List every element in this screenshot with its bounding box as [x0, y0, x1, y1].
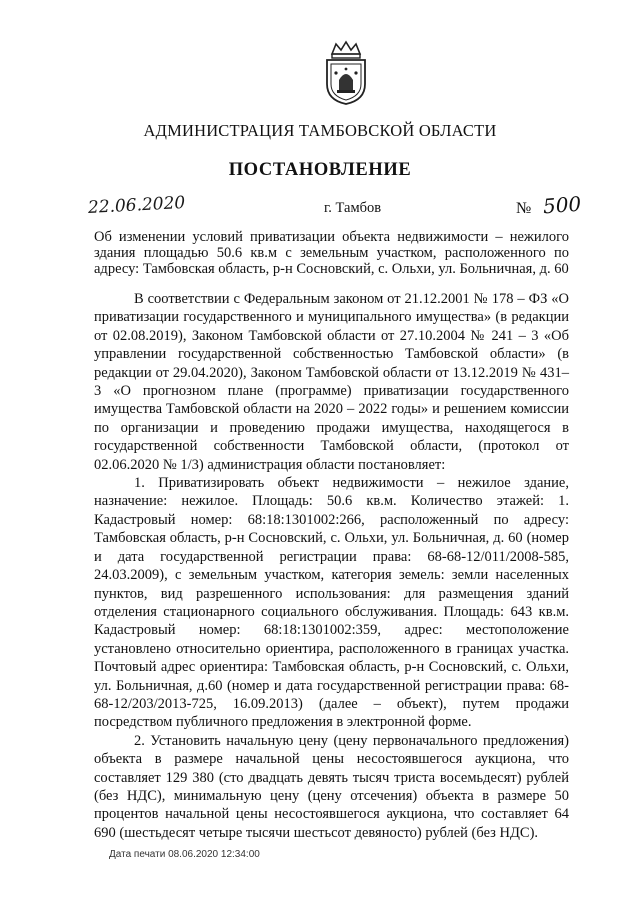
body-paragraph-item-1: 1. Приватизировать объект недвижимости – нежилое здание, назначение: нежилое. Площадь: 50.6 кв.м. Количество этажей: 1. Кадастровый номер: 68:18:1301002:266, расположенный по адресу: Тамбовская область, р-н Сосновский, с. Ольхи, ул. Больничная, д. 60 (номер и дата государственной регистрации права: 68-68-12/011/2008-585, 24.03.2009), с земельным участком, категория земель: земли населенных пунктов, вид разрешенного использования: для размещения зданий отделения стационарного социального обслуживания. Площадь: 643 кв.м. Кадастровый номер: 68:18:1301002:359, адрес: местоположение установлено относительно ориентира, расположенного в границах участка. Почтовый адрес ориентира: Тамбовская область, р-н Сосновский, с. Ольхи, ул. Больничная, д.60 (номер и дата государственной регистрации права: 68-68-12/203/2013-725, 16.09.2013) (далее – объект), путем продажи посредством публичного предложения в электронной форме.: [94, 475, 569, 731]
coat-of-arms-icon: [322, 40, 370, 106]
document-subject: Об изменении условий приватизации объекта недвижимости – нежилого здания площадью 50.6 кв.м с земельным участком, расположенного по адресу: Тамбовская область, р-н Сосновский, с. Ольхи, ул. Больничная, д. 60: [94, 229, 569, 277]
body-paragraph-item-2: 2. Установить начальную цену (цену первоначального предложения) объекта в размере начальной цены несостоявшегося аукциона, что составляет 129 380 (сто двадцать девять тысяч триста восемьдесят) рублей (без НДС), минимальную цену (цену отсечения) объекта в размере 50 процентов начальной цены несостоявшегося аукциона, что составляет 64 690 (шестьдесят четыре тысячи шестьсот девяносто) рублей (без НДС).: [94, 732, 569, 841]
document-type-title: ПОСТАНОВЛЕНИЕ: [228, 160, 412, 180]
body-paragraph-preamble: В соответствии с Федеральным законом от 21.12.2001 № 178 – ФЗ «О приватизации государственного и муниципального имущества» (в редакции от 02.08.2019), Законом Тамбовской области от 27.10.2004 № 241 – 3 «Об управлении государственной собственностью Тамбовской области» (в редакции от 29.04.2020), Законом Тамбовской области от 13.12.2019 № 431–3 «О прогнозном плане (программе) приватизации государственного имущества Тамбовской области на 2020 – 2022 годы» и решением комиссии по организации и проведению продажи имущества, находящегося в государственной собственности Тамбовской области, (протокол от 02.06.2020 № 1/3) администрация области постановляет:: [94, 291, 569, 473]
print-date-footer: Дата печати 08.06.2020 12:34:00: [109, 849, 260, 860]
handwritten-number: 500: [542, 191, 582, 219]
city-name: г. Тамбов: [324, 200, 382, 216]
document-body: [94, 290, 569, 842]
handwritten-date: 22.06.2020: [87, 192, 186, 218]
organization-name: АДМИНИСТРАЦИЯ ТАМБОВСКОЙ ОБЛАСТИ: [143, 121, 497, 140]
number-label: №: [516, 200, 532, 217]
